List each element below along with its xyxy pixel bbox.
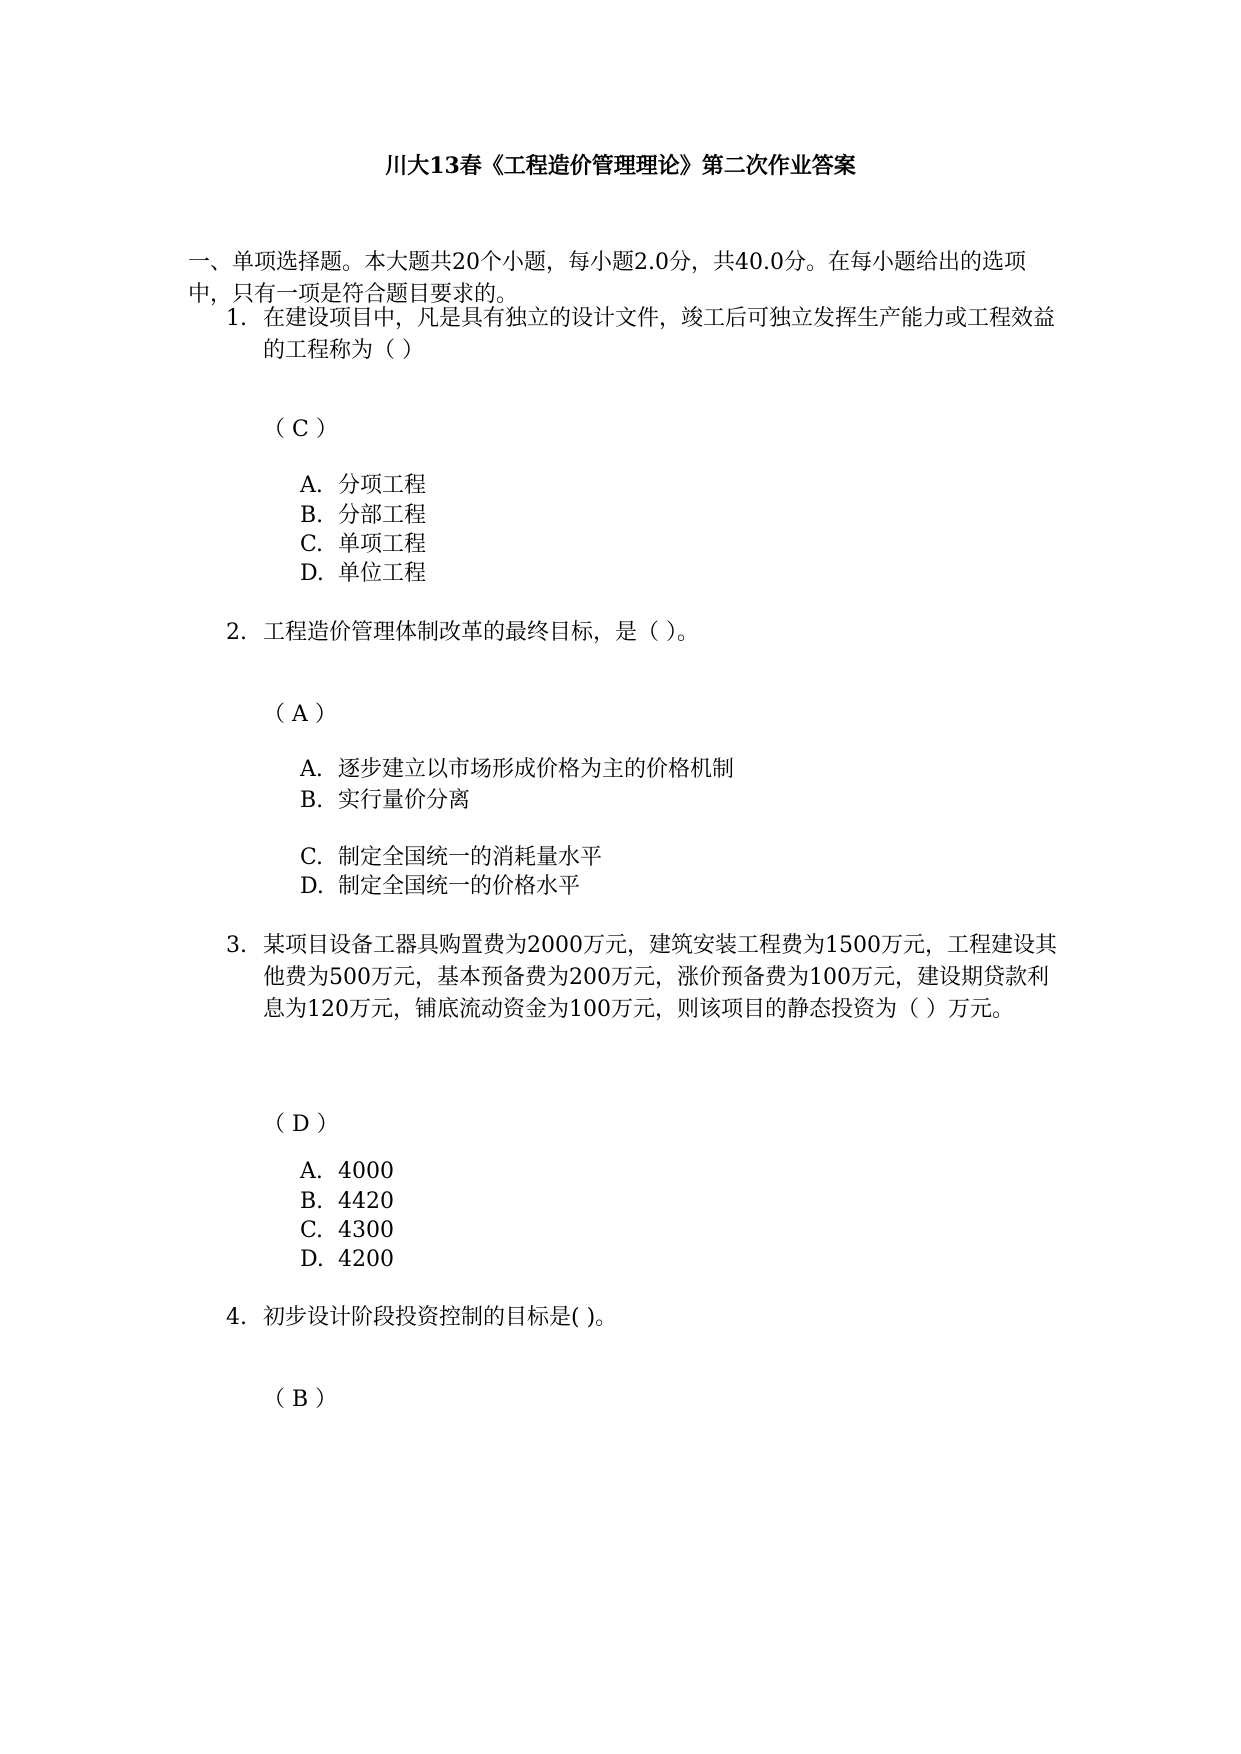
question-4 [0,1302,1241,1336]
question-1-option-a [300,471,426,501]
option-text: 单位工程 [338,561,427,586]
question-1-option-d [300,559,426,589]
option-text: 4420 [338,1189,394,1214]
question-1 [0,303,1241,373]
option-letter: B. [300,503,324,528]
option-text: 4300 [338,1218,394,1243]
option-letter: A. [300,473,323,498]
option-letter: B. [300,788,324,813]
option-letter: A. [300,1159,323,1184]
question-3-option-c [300,1216,394,1246]
question-2 [0,617,1241,651]
question-number: 2. [226,620,247,645]
option-letter: B. [300,1189,324,1214]
question-number: 1. [226,306,247,331]
option-letter: D. [300,561,324,586]
question-2-option-c [300,843,602,873]
option-text: 实行量价分离 [338,788,471,813]
option-text: 分项工程 [338,473,427,498]
question-3 [0,930,1241,1062]
option-text: 逐步建立以市场形成价格为主的价格机制 [338,757,735,782]
option-text: 分部工程 [338,503,427,528]
question-number: 4. [226,1305,247,1330]
option-letter: D. [300,874,324,899]
question-1-option-b [300,501,426,531]
question-text: 初步设计阶段投资控制的目标是( )。 [263,1305,618,1330]
option-letter: C. [300,1218,324,1243]
option-letter: C. [300,532,324,557]
question-3-answer: （ D ） [263,1112,339,1137]
option-text: 4000 [338,1159,394,1184]
question-4-answer: （ B ） [263,1387,338,1412]
option-text: 单项工程 [338,532,427,557]
question-1-option-c [300,530,426,560]
question-3-option-d [300,1245,394,1275]
question-1-answer: （ C ） [263,417,338,442]
page-title: 川大13春《工程造价管理理论》第二次作业答案 [385,153,856,179]
question-2-option-a [300,755,734,785]
question-3-option-a [300,1157,394,1187]
question-text: 在建设项目中，凡是具有独立的设计文件，竣工后可独立发挥生产能力或工程效益的工程称为（ ） [263,306,1056,363]
option-letter: C. [300,845,324,870]
question-3-option-b [300,1187,394,1217]
question-2-option-d [300,872,580,902]
question-2-option-b [300,786,470,816]
question-2-answer: （ A ） [263,702,337,727]
question-text: 工程造价管理体制改革的最终目标，是（ ）。 [263,620,699,645]
option-text: 4200 [338,1247,394,1272]
option-letter: D. [300,1247,324,1272]
section-intro: 一、单项选择题。本大题共20个小题，每小题2.0分，共40.0分。在每小题给出的选项中，只有一项是符合题目要求的。 [188,250,1026,307]
option-letter: A. [300,757,323,782]
question-number: 3. [226,933,247,958]
question-text: 某项目设备工器具购置费为2000万元，建筑安装工程费为1500万元，工程建设其他费为500万元，基本预备费为200万元，涨价预备费为100万元，建设期贷款利息为120万元，铺底流动资金为100万元，则该项目的静态投资为（ ）万元。 [263,933,1057,1022]
option-text: 制定全国统一的消耗量水平 [338,845,603,870]
option-text: 制定全国统一的价格水平 [338,874,581,899]
